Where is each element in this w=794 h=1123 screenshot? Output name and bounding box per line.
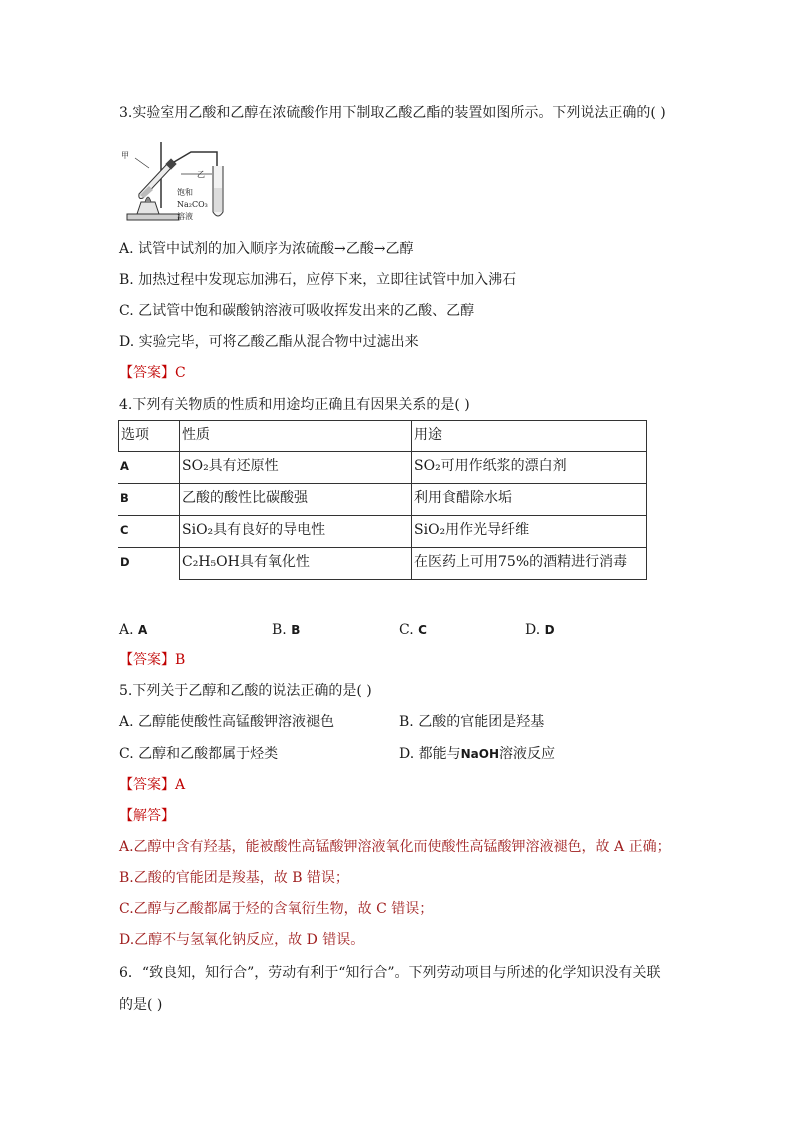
- answer-value: A: [175, 777, 186, 793]
- cell-text: C₂H₅OH具有氧化性: [182, 554, 310, 570]
- q5-solution-c: C.乙醇与乙酸都属于烃的含氧衍生物，故 C 错误；: [119, 901, 434, 917]
- q5-answer: [119, 776, 185, 794]
- table-row-c-property: [179, 515, 412, 548]
- option-value: B: [291, 623, 301, 637]
- q5-option-a: A. 乙醇能使酸性高锰酸钾溶液褪色: [119, 714, 335, 730]
- q4-option-b: [272, 621, 300, 639]
- q3-option-b: B. 加热过程中发现忘加沸石，应停下来，立即往试管中加入沸石: [119, 272, 517, 288]
- option-value: D: [544, 623, 555, 637]
- answer-tag: 【答案】: [119, 777, 175, 793]
- q5-solution-tag: 【解答】: [119, 808, 175, 824]
- label-solution-3: 溶液: [177, 212, 193, 221]
- option-value: A: [138, 623, 148, 637]
- q3-option-c: C. 乙试管中饱和碳酸钠溶液可吸收挥发出来的乙酸、乙醇: [119, 303, 475, 319]
- option-prefix: D.: [525, 622, 545, 638]
- q5-solution-d: D.乙醇不与氢氧化钠反应，故 D 错误。: [119, 932, 365, 948]
- q4-answer: [119, 651, 185, 669]
- table-row-c-option: C: [118, 515, 180, 548]
- q5-option-d: [399, 745, 555, 763]
- cell-text: SiO₂用作光导纤维: [414, 522, 530, 538]
- label-solution-2: Na₂CO₃: [177, 200, 208, 209]
- q3-stem: 3.实验室用乙酸和乙醇在浓硫酸作用下制取乙酸乙酯的装置如图所示。下列说法正确的( ): [119, 105, 666, 121]
- answer-value: B: [175, 652, 186, 668]
- apparatus-figure: [119, 140, 239, 226]
- q3-answer: [119, 364, 186, 382]
- cell-text: SO₂具有还原性: [182, 458, 279, 474]
- option-prefix: C.: [399, 622, 419, 638]
- answer-tag: 【答案】: [119, 652, 175, 668]
- q5-solution-a: A.乙醇中含有羟基，能被酸性高锰酸钾溶液氧化而使酸性高锰酸钾溶液褪色，故 A 正确；: [119, 839, 671, 855]
- q5-stem: 5.下列关于乙醇和乙酸的说法正确的是( ): [119, 683, 372, 699]
- naoh-formula: NaOH: [460, 747, 500, 761]
- q5-option-b: B. 乙酸的官能团是羟基: [399, 714, 545, 730]
- table-row-b-property: [179, 483, 412, 516]
- table-row-d-option: D: [118, 547, 180, 580]
- q4-option-c: [399, 621, 427, 639]
- cell-text: 利用食醋除水垢: [414, 490, 512, 506]
- label-jia: 甲: [121, 151, 129, 160]
- table-header-option: 选项: [118, 420, 180, 452]
- table-row-a-option: A: [118, 451, 180, 484]
- table-row-b-usage: [411, 483, 647, 516]
- q3-option-a: A. 试管中试剂的加入顺序为浓硫酸→乙酸→乙醇: [119, 241, 414, 257]
- q5-solution-b: B.乙酸的官能团是羧基，故 B 错误；: [119, 870, 349, 886]
- table-row-b-option: B: [118, 483, 180, 516]
- q6-stem-line2: 的是( ): [119, 997, 163, 1013]
- answer-tag: 【答案】: [119, 365, 175, 381]
- cell-text: SiO₂具有良好的导电性: [182, 522, 326, 538]
- table-row-d-property: [179, 547, 412, 580]
- answer-value: C: [175, 365, 186, 381]
- q5-option-c: C. 乙醇和乙酸都属于烃类: [119, 746, 279, 762]
- option-prefix: B.: [272, 622, 292, 638]
- cell-text: SO₂可用作纸浆的漂白剂: [414, 458, 567, 474]
- q3-option-d: D. 实验完毕，可将乙酸乙酯从混合物中过滤出来: [119, 334, 419, 350]
- option-prefix: D. 都能与: [399, 746, 461, 762]
- table-row-c-usage: [411, 515, 647, 548]
- option-suffix: 溶液反应: [499, 746, 556, 762]
- table-header-usage: 用途: [411, 420, 647, 452]
- q4-option-a: [119, 621, 147, 639]
- label-solution-1: 饱和: [177, 188, 193, 197]
- table-header-property: 性质: [179, 420, 412, 452]
- q6-stem-line1: 6．“致良知，知行合”，劳动有利于“知行合”。下列劳动项目与所述的化学知识没有关联: [119, 965, 661, 981]
- q4-stem: 4.下列有关物质的性质和用途均正确且有因果关系的是( ): [119, 397, 470, 413]
- table-row-a-usage: [411, 451, 647, 484]
- cell-text: 乙酸的酸性比碳酸强: [182, 490, 308, 506]
- option-prefix: A.: [119, 622, 139, 638]
- table-row-a-property: [179, 451, 412, 484]
- label-yi: 乙: [197, 170, 205, 179]
- q4-option-d: [525, 621, 555, 639]
- option-value: C: [418, 623, 427, 637]
- table-row-d-usage: [411, 547, 647, 580]
- cell-text: 在医药上可用75%的酒精进行消毒: [414, 554, 628, 570]
